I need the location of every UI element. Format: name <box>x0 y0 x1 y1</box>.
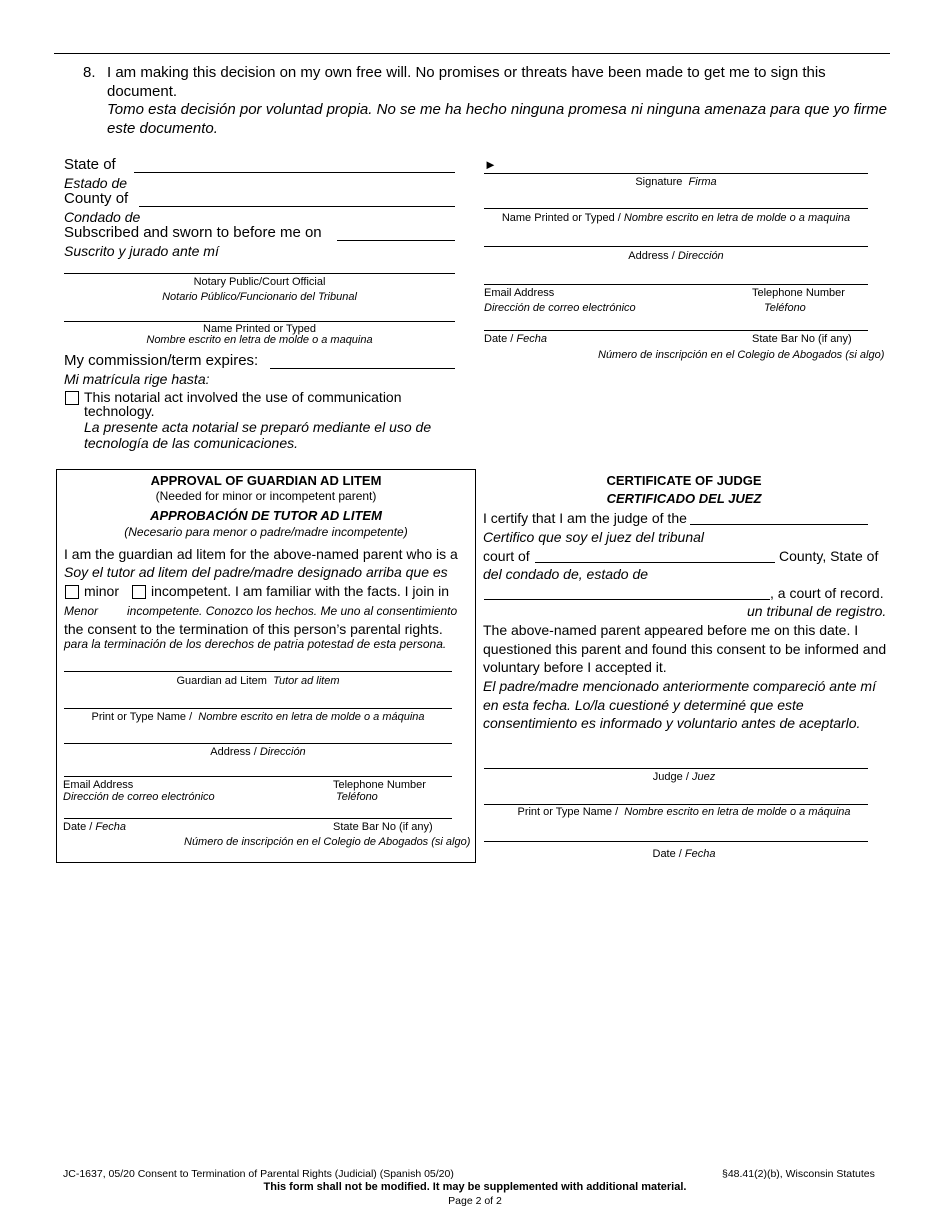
judge-court-record-es: un tribunal de registro. <box>747 603 887 619</box>
item-number: 8. <box>83 64 96 81</box>
guardian-address-label: Address / Dirección <box>210 746 306 758</box>
signer-date-line[interactable] <box>484 330 868 331</box>
state-of-field[interactable] <box>134 172 455 173</box>
minor-label: minor <box>84 583 120 599</box>
judge-print-label: Print or Type Name / Nombre escrito en letra de molde o a máquina <box>517 806 851 818</box>
judge-state-field[interactable] <box>484 599 770 600</box>
item8-es1: Tomo esta decisión por voluntad propia. No se me ha hecho ninguna promesa ni ninguna amenaza para que yo firme <box>107 101 887 118</box>
condado-de-label: Condado de <box>64 209 141 225</box>
notary-official-es: Notario Público/Funcionario del Tribunal <box>162 291 357 303</box>
judge-p1: The above-named parent appeared before me on this date. I <box>483 622 859 638</box>
item8-es2: este documento. <box>107 120 218 137</box>
communication-tech-checkbox[interactable] <box>65 391 79 405</box>
guardian-email-label: Email Address <box>63 779 134 791</box>
judge-county-field[interactable] <box>535 562 775 563</box>
footer-notice: This form shall not be modified. It may be supplemented with additional material. <box>263 1181 687 1193</box>
guardian-title: APPROVAL OF GUARDIAN AD LITEM <box>150 473 382 488</box>
subscribed-label: Subscribed and sworn to before me on <box>64 224 322 241</box>
minor-checkbox[interactable] <box>65 585 79 599</box>
guardian-bar-es: Número de inscripción en el Colegio de Abogados (si algo) <box>184 836 471 848</box>
guardian-text1-es: Soy el tutor ad litem del padre/madre designado arriba que es <box>64 564 448 580</box>
guardian-title-es: APPROBACIÓN DE TUTOR AD LITEM <box>150 508 382 523</box>
signer-bar-label: State Bar No (if any) <box>752 333 852 345</box>
signature-arrow: ► <box>484 157 497 172</box>
guardian-date-label: Date / Fecha <box>63 821 126 833</box>
guardian-email-es: Dirección de correo electrónico <box>63 791 215 803</box>
suscrito-label: Suscrito y jurado ante mí <box>64 243 219 259</box>
judge-signature-label: Judge / Juez <box>652 771 716 783</box>
notary-official-label: Notary Public/Court Official <box>193 276 326 288</box>
guardian-signature-line[interactable] <box>64 671 452 672</box>
judge-p2: questioned this parent and found this consent to be informed and <box>483 641 887 657</box>
guardian-subtitle: (Needed for minor or incompetent parent) <box>155 489 377 503</box>
judge-p3: voluntary before I accepted it. <box>483 659 667 675</box>
judge-p-es1: El padre/madre mencionado anteriormente compareció ante mí <box>483 678 876 694</box>
signer-signature-line[interactable] <box>484 173 868 174</box>
signer-contact-line[interactable] <box>484 284 868 285</box>
footer-statute: §48.41(2)(b), Wisconsin Statutes <box>722 1168 875 1180</box>
signer-name-label: Name Printed or Typed / Nombre escrito en letra de molde o a maquina <box>501 212 851 224</box>
county-of-field[interactable] <box>139 206 455 207</box>
judge-certify-es: Certifico que soy el juez del tribunal <box>483 529 705 545</box>
incompetent-checkbox[interactable] <box>132 585 146 599</box>
guardian-phone-es: Teléfono <box>336 791 378 803</box>
tech-line1: This notarial act involved the use of communication <box>84 389 402 405</box>
subscribed-date-field[interactable] <box>337 240 455 241</box>
item8-line1: I am making this decision on my own free will. No promises or threats have been made to get me to sign this <box>107 64 826 81</box>
notary-name-line[interactable] <box>64 321 455 322</box>
footer-page-number: Page 2 of 2 <box>448 1195 502 1207</box>
signer-name-line[interactable] <box>484 208 868 209</box>
judge-title: CERTIFICATE OF JUDGE <box>606 473 762 488</box>
signer-date-label: Date / Fecha <box>484 333 547 345</box>
state-of-label: State of <box>64 156 116 173</box>
guardian-address-line[interactable] <box>64 743 452 744</box>
notary-name-label: Name Printed or Typed <box>203 323 316 335</box>
county-of-label: County of <box>64 190 129 207</box>
signer-phone-label: Telephone Number <box>752 287 845 299</box>
guardian-text3: the consent to the termination of this person’s parental rights. <box>64 621 443 637</box>
judge-date-line[interactable] <box>484 841 868 842</box>
footer-form-id: JC-1637, 05/20 Consent to Termination of Parental Rights (Judicial) (Spanish 05/20) <box>63 1168 454 1180</box>
item8-line2: document. <box>107 83 178 100</box>
top-rule <box>54 53 890 54</box>
estado-de-label: Estado de <box>64 175 128 191</box>
judge-print-line[interactable] <box>484 804 868 805</box>
guardian-print-label: Print or Type Name / Nombre escrito en letra de molde o a máquina <box>91 711 425 723</box>
judge-court-record: , a court of record. <box>770 585 884 601</box>
guardian-print-line[interactable] <box>64 708 452 709</box>
signer-signature-label: Signature Firma <box>635 176 717 188</box>
judge-certify: I certify that I am the judge of the <box>483 510 687 526</box>
judge-title-es: CERTIFICADO DEL JUEZ <box>606 491 762 506</box>
signer-email-label: Email Address <box>484 287 555 299</box>
guardian-contact-line[interactable] <box>64 776 452 777</box>
judge-date-label: Date / Fecha <box>652 848 716 860</box>
menor-label: Menor <box>64 604 99 618</box>
signer-bar-es: Número de inscripción en el Colegio de Abogados (si algo) <box>598 349 885 361</box>
guardian-phone-label: Telephone Number <box>333 779 426 791</box>
guardian-subtitle-es: (Necesario para menor o padre/madre incompetente) <box>124 525 408 539</box>
judge-signature-line[interactable] <box>484 768 868 769</box>
guardian-date-line[interactable] <box>64 818 452 819</box>
guardian-text3-es: para la terminación de los derechos de patria potestad de esta persona. <box>64 637 447 651</box>
guardian-bar-label: State Bar No (if any) <box>333 821 433 833</box>
commission-field[interactable] <box>270 368 455 369</box>
signer-address-line[interactable] <box>484 246 868 247</box>
signer-phone-es: Teléfono <box>764 302 806 314</box>
judge-p-es2: en esta fecha. Lo/la cuestioné y determiné que este <box>483 697 804 713</box>
commission-es: Mi matrícula rige hasta: <box>64 371 210 387</box>
signer-email-es: Dirección de correo electrónico <box>484 302 636 314</box>
incompetente-label: incompetente. Conozco los hechos. Me uno al consentimiento <box>127 604 458 618</box>
tech-line2: technology. <box>84 403 155 419</box>
commission-label: My commission/term expires: <box>64 352 259 369</box>
judge-p-es3: consentimiento es informado y voluntario antes de aceptarlo. <box>483 715 861 731</box>
tech-es-line2: tecnología de las comunicaciones. <box>84 435 299 451</box>
signer-address-label: Address / Dirección <box>628 250 724 262</box>
judge-court-of: court of <box>483 548 530 564</box>
notary-signature-line[interactable] <box>64 273 455 274</box>
guardian-text1: I am the guardian ad litem for the above-named parent who is a <box>64 546 458 562</box>
tech-es-line1: La presente acta notarial se preparó mediante el uso de <box>84 419 432 435</box>
notary-name-es: Nombre escrito en letra de molde o a maquina <box>146 334 373 346</box>
incompetent-label: incompetent. I am familiar with the facts. I join in <box>151 583 450 599</box>
guardian-signature-label: Guardian ad Litem Tutor ad litem <box>176 675 340 687</box>
judge-county-state: County, State of <box>779 548 879 564</box>
judge-court-field[interactable] <box>690 524 868 525</box>
judge-condado-es: del condado de, estado de <box>483 566 649 582</box>
